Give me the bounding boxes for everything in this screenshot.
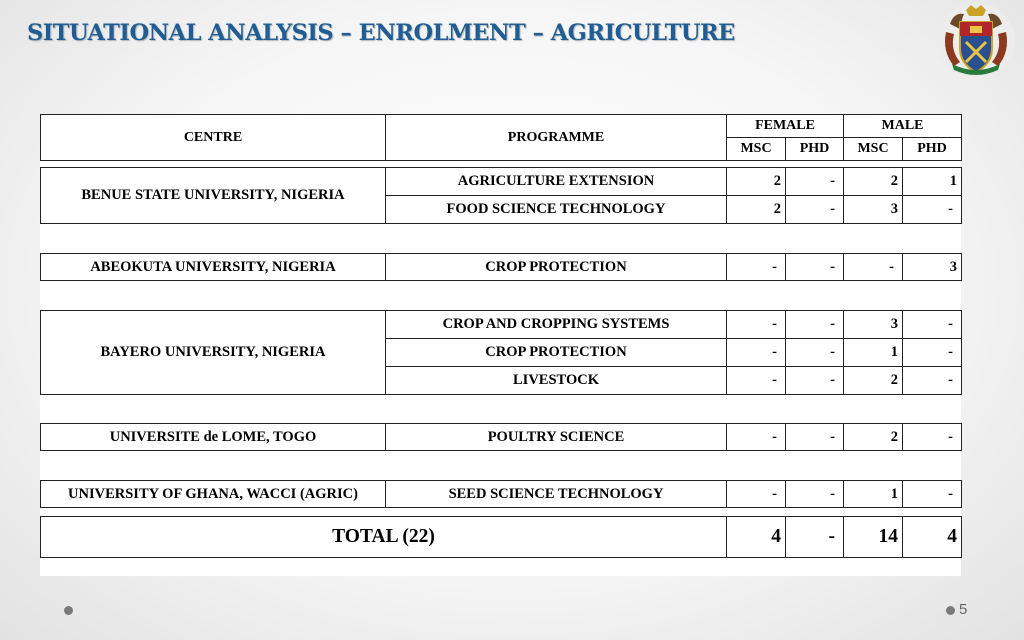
- female-phd-value: -: [786, 254, 844, 281]
- header-female-phd: PHD: [786, 138, 844, 161]
- centre-name: BENUE STATE UNIVERSITY, NIGERIA: [41, 168, 386, 224]
- programme-name: LIVESTOCK: [386, 367, 727, 395]
- female-msc-value: 2: [727, 196, 786, 224]
- enrolment-table: [40, 114, 961, 576]
- university-crest-icon: [936, 2, 1016, 80]
- header-male-phd: PHD: [903, 138, 962, 161]
- header-female: FEMALE: [727, 115, 844, 138]
- centre-group: [40, 167, 962, 224]
- female-msc-value: -: [727, 254, 786, 281]
- total-male-msc: 14: [844, 517, 903, 558]
- female-msc-value: -: [727, 481, 786, 508]
- female-msc-value: -: [727, 339, 786, 367]
- total-male-phd: 4: [903, 517, 962, 558]
- total-label: TOTAL (22): [41, 517, 727, 558]
- decorative-dot: [946, 606, 955, 615]
- slide-title: SITUATIONAL ANALYSIS – ENROLMENT – AGRICULTURE: [27, 20, 735, 46]
- female-phd-value: -: [786, 196, 844, 224]
- male-msc-value: 2: [844, 424, 903, 451]
- female-msc-value: -: [727, 311, 786, 339]
- female-msc-value: -: [727, 367, 786, 395]
- male-phd-value: 1: [903, 168, 962, 196]
- male-msc-value: 1: [844, 339, 903, 367]
- male-msc-value: 1: [844, 481, 903, 508]
- table-header: [40, 114, 962, 161]
- decorative-dot: [64, 606, 73, 615]
- total-female-phd: -: [786, 517, 844, 558]
- male-phd-value: -: [903, 311, 962, 339]
- female-msc-value: -: [727, 424, 786, 451]
- female-phd-value: -: [786, 311, 844, 339]
- centre-name: UNIVERSITY OF GHANA, WACCI (AGRIC): [41, 481, 386, 508]
- female-phd-value: -: [786, 424, 844, 451]
- male-phd-value: 3: [903, 254, 962, 281]
- female-phd-value: -: [786, 168, 844, 196]
- centre-name: BAYERO UNIVERSITY, NIGERIA: [41, 311, 386, 395]
- header-male-msc: MSC: [844, 138, 903, 161]
- total-row: [40, 516, 962, 558]
- female-phd-value: -: [786, 367, 844, 395]
- male-msc-value: 2: [844, 367, 903, 395]
- programme-name: SEED SCIENCE TECHNOLOGY: [386, 481, 727, 508]
- header-male: MALE: [844, 115, 962, 138]
- male-msc-value: 3: [844, 311, 903, 339]
- programme-name: FOOD SCIENCE TECHNOLOGY: [386, 196, 727, 224]
- programme-name: CROP AND CROPPING SYSTEMS: [386, 311, 727, 339]
- male-phd-value: -: [903, 367, 962, 395]
- female-phd-value: -: [786, 481, 844, 508]
- male-phd-value: -: [903, 196, 962, 224]
- female-msc-value: 2: [727, 168, 786, 196]
- programme-name: AGRICULTURE EXTENSION: [386, 168, 727, 196]
- male-phd-value: -: [903, 424, 962, 451]
- male-msc-value: 3: [844, 196, 903, 224]
- programme-name: CROP PROTECTION: [386, 254, 727, 281]
- header-programme: PROGRAMME: [386, 115, 727, 161]
- male-phd-value: -: [903, 339, 962, 367]
- centre-group: [40, 480, 962, 508]
- male-phd-value: -: [903, 481, 962, 508]
- female-phd-value: -: [786, 339, 844, 367]
- male-msc-value: -: [844, 254, 903, 281]
- programme-name: POULTRY SCIENCE: [386, 424, 727, 451]
- header-female-msc: MSC: [727, 138, 786, 161]
- programme-name: CROP PROTECTION: [386, 339, 727, 367]
- centre-name: UNIVERSITE de LOME, TOGO: [41, 424, 386, 451]
- centre-group: [40, 310, 962, 395]
- centre-group: [40, 423, 962, 451]
- slide-number: 5: [959, 601, 968, 618]
- male-msc-value: 2: [844, 168, 903, 196]
- centre-name: ABEOKUTA UNIVERSITY, NIGERIA: [41, 254, 386, 281]
- header-centre: CENTRE: [41, 115, 386, 161]
- centre-group: [40, 253, 962, 281]
- total-female-msc: 4: [727, 517, 786, 558]
